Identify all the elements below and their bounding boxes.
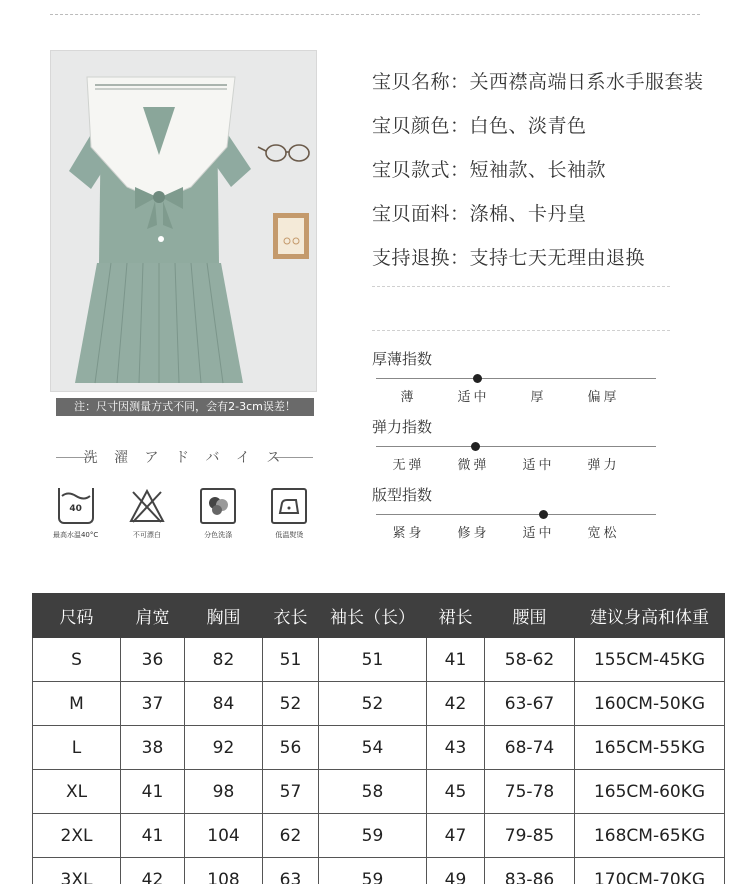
table-cell: 56 — [263, 726, 319, 770]
wash-advice-title: 洗 濯 ア ド バ イ ス — [83, 450, 287, 466]
index-option: 宽松 — [587, 526, 620, 541]
table-row — [33, 770, 725, 814]
table-cell: 41 — [121, 814, 185, 858]
wash-label: 不可漂白 — [132, 531, 161, 539]
column-header: 胸围 — [185, 594, 263, 638]
separate-wash-icon — [200, 488, 236, 524]
low-iron-icon — [271, 488, 307, 524]
table-row — [33, 814, 725, 858]
thickness-index-marker — [473, 374, 482, 383]
wash-item — [45, 488, 107, 540]
wash-item — [116, 488, 178, 540]
index-option: 无弹 — [392, 458, 425, 473]
info-row-color — [372, 102, 742, 146]
info-divider — [372, 286, 670, 287]
table-cell: 51 — [263, 638, 319, 682]
table-cell: 42 — [121, 858, 185, 884]
index-option: 偏厚 — [587, 390, 620, 405]
info-value: 白色、淡青色 — [469, 114, 587, 137]
table-cell: 75-78 — [485, 770, 575, 814]
table-cell: 84 — [185, 682, 263, 726]
top-divider — [50, 14, 700, 15]
column-header: 肩宽 — [121, 594, 185, 638]
table-cell: 83-86 — [485, 858, 575, 884]
index-option: 微弹 — [457, 458, 490, 473]
fit-index-title: 版型指数 — [372, 486, 433, 504]
index-option: 薄 — [400, 390, 417, 405]
table-cell: 98 — [185, 770, 263, 814]
thickness-index-track — [376, 378, 656, 379]
wash-temp-value: 40 — [69, 504, 82, 514]
table-cell: 49 — [427, 858, 485, 884]
sailor-uniform-illustration — [51, 51, 317, 392]
info-value: 短袖款、长袖款 — [469, 158, 607, 181]
fit-index-marker — [539, 510, 548, 519]
table-cell: 42 — [427, 682, 485, 726]
size-table — [32, 593, 725, 884]
product-info — [372, 58, 742, 278]
table-cell: M — [33, 682, 121, 726]
table-cell: 43 — [427, 726, 485, 770]
column-header: 袖长（长） — [319, 594, 427, 638]
table-cell: 79-85 — [485, 814, 575, 858]
column-header: 衣长 — [263, 594, 319, 638]
table-cell: 54 — [319, 726, 427, 770]
elasticity-index-options — [376, 454, 636, 473]
wash-icons-row — [40, 488, 325, 540]
table-cell: 45 — [427, 770, 485, 814]
measurement-note: 注：尺寸因测量方式不同，会有2-3cm误差！ — [56, 398, 314, 416]
info-label: 支持退换： — [372, 246, 470, 269]
info-row-style — [372, 146, 742, 190]
info-label: 宝贝款式： — [372, 158, 470, 181]
wash-item — [258, 488, 320, 540]
table-row — [33, 858, 725, 884]
table-cell: 58-62 — [485, 638, 575, 682]
thickness-index-options — [376, 386, 636, 405]
info-label: 宝贝面料： — [372, 202, 470, 225]
table-cell: 58 — [319, 770, 427, 814]
table-cell: 155CM-45KG — [575, 638, 725, 682]
table-cell: 51 — [319, 638, 427, 682]
info-row-name — [372, 58, 742, 102]
table-cell: 47 — [427, 814, 485, 858]
column-header: 腰围 — [485, 594, 575, 638]
table-cell: 104 — [185, 814, 263, 858]
index-option: 修身 — [457, 526, 490, 541]
elasticity-index-track — [376, 446, 656, 447]
index-option: 弹力 — [587, 458, 620, 473]
column-header: 裙长 — [427, 594, 485, 638]
table-row — [33, 726, 725, 770]
index-option: 适中 — [522, 526, 555, 541]
wash-40-icon — [58, 488, 94, 524]
table-cell: L — [33, 726, 121, 770]
table-cell: 62 — [263, 814, 319, 858]
table-cell: 108 — [185, 858, 263, 884]
thickness-index-title: 厚薄指数 — [372, 350, 433, 368]
info-value: 支持七天无理由退换 — [469, 246, 646, 269]
table-cell: 2XL — [33, 814, 121, 858]
info-label: 宝贝名称： — [372, 70, 470, 93]
table-cell: XL — [33, 770, 121, 814]
elasticity-index-title: 弹力指数 — [372, 418, 433, 436]
fit-index-options — [376, 522, 636, 541]
wash-label: 最高水温40°C — [52, 531, 99, 539]
column-header: 尺码 — [33, 594, 121, 638]
table-row — [33, 682, 725, 726]
table-cell: 68-74 — [485, 726, 575, 770]
table-cell: 57 — [263, 770, 319, 814]
table-cell: 41 — [427, 638, 485, 682]
table-row — [33, 638, 725, 682]
info-row-fabric — [372, 190, 742, 234]
wash-label: 低温熨烫 — [275, 531, 304, 539]
size-table-header — [33, 594, 725, 638]
table-cell: 165CM-60KG — [575, 770, 725, 814]
table-cell: 36 — [121, 638, 185, 682]
index-option: 适中 — [522, 458, 555, 473]
table-cell: S — [33, 638, 121, 682]
elasticity-index-marker — [471, 442, 480, 451]
table-cell: 92 — [185, 726, 263, 770]
column-header: 建议身高和体重 — [575, 594, 725, 638]
wash-label: 分色洗涤 — [204, 531, 233, 539]
info-row-return — [372, 234, 742, 278]
table-cell: 160CM-50KG — [575, 682, 725, 726]
table-cell: 165CM-55KG — [575, 726, 725, 770]
table-cell: 59 — [319, 858, 427, 884]
table-cell: 52 — [263, 682, 319, 726]
info-divider — [372, 330, 670, 331]
index-option: 厚 — [530, 390, 547, 405]
index-option: 适中 — [457, 390, 490, 405]
table-cell: 41 — [121, 770, 185, 814]
info-label: 宝贝颜色： — [372, 114, 470, 137]
info-value: 关西襟高端日系水手服套装 — [469, 70, 704, 93]
table-cell: 63 — [263, 858, 319, 884]
table-cell: 52 — [319, 682, 427, 726]
table-cell: 38 — [121, 726, 185, 770]
photo-frame-icon — [273, 213, 309, 259]
table-cell: 170CM-70KG — [575, 858, 725, 884]
info-value: 涤棉、卡丹皇 — [469, 202, 587, 225]
table-cell: 168CM-65KG — [575, 814, 725, 858]
index-option: 紧身 — [392, 526, 425, 541]
product-photo — [50, 50, 317, 392]
table-cell: 37 — [121, 682, 185, 726]
table-cell: 59 — [319, 814, 427, 858]
wash-item — [187, 488, 249, 540]
table-cell: 82 — [185, 638, 263, 682]
fit-index-track — [376, 514, 656, 515]
table-cell: 63-67 — [485, 682, 575, 726]
no-bleach-icon — [129, 488, 165, 524]
table-cell: 3XL — [33, 858, 121, 884]
